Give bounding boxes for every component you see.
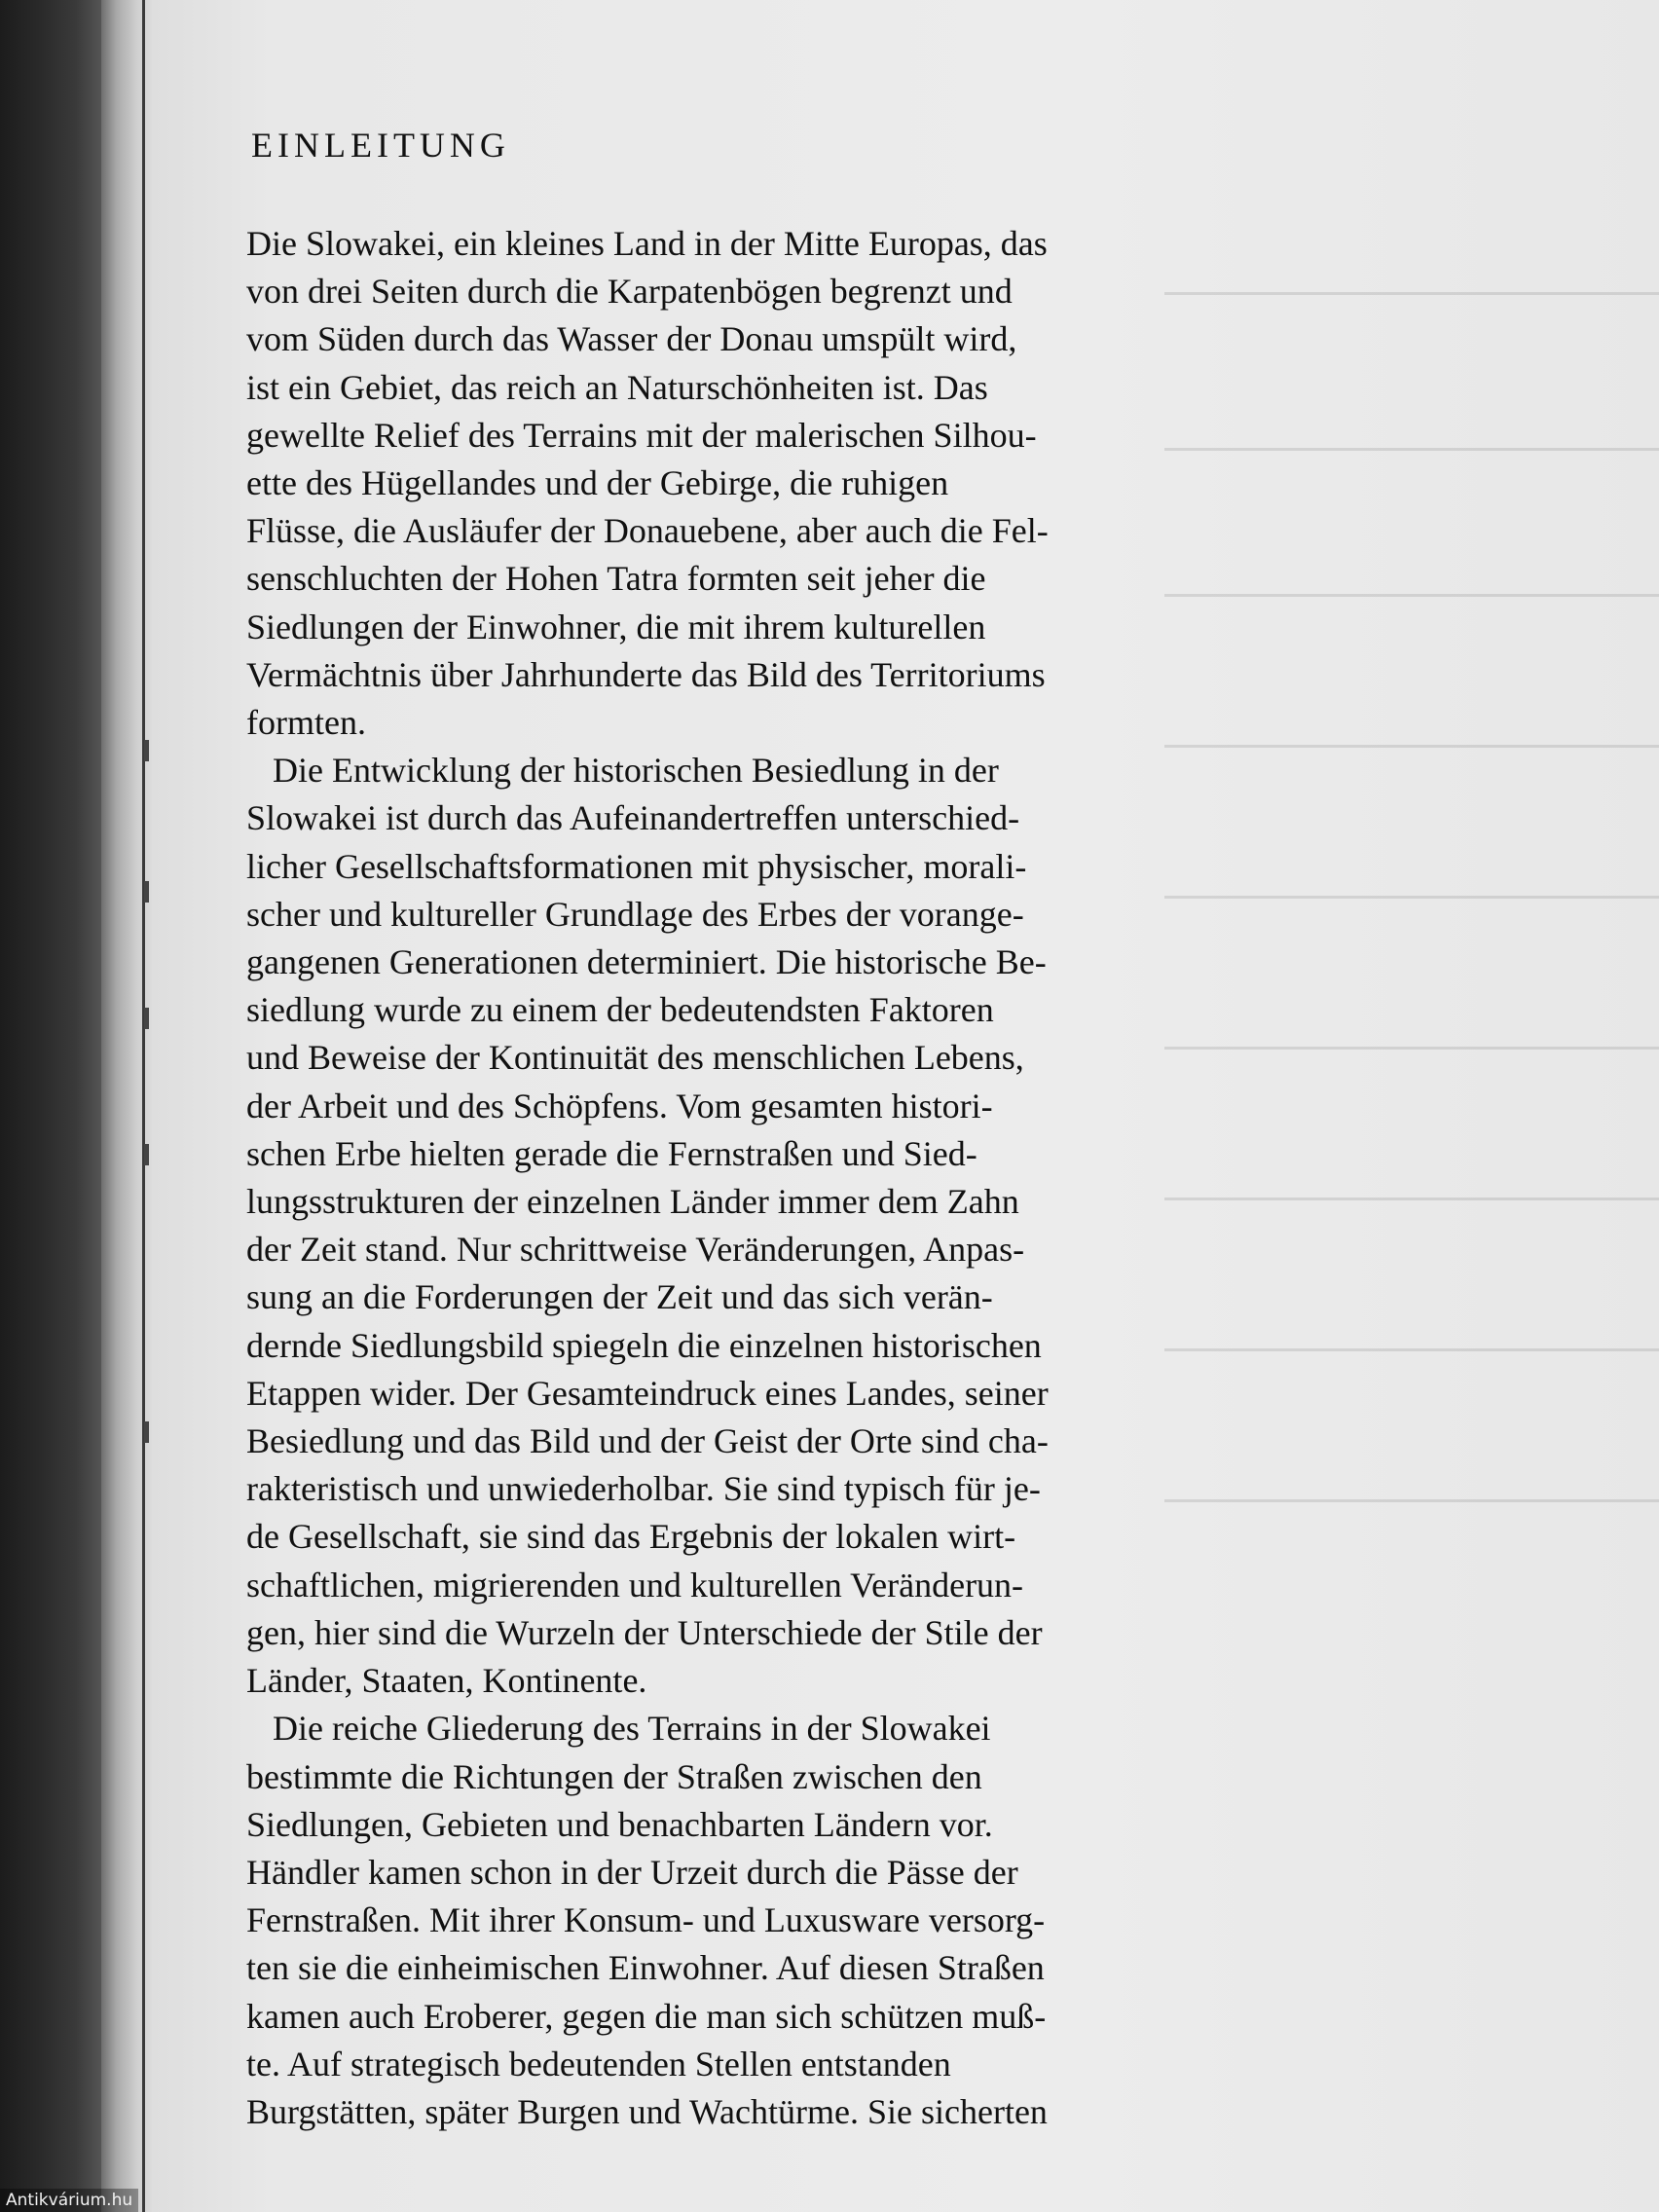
page-heading: EINLEITUNG — [251, 126, 510, 165]
text-line: sung an die Forderungen der Zeit und das sich verän- — [246, 1277, 993, 1317]
text-line: Etappen wider. Der Gesamteindruck eines Landes, seiner — [246, 1373, 1049, 1413]
text-line: gen, hier sind die Wurzeln der Unterschiede der Stile der — [246, 1612, 1043, 1652]
text-line: gewellte Relief des Terrains mit der malerischen Silhou- — [246, 415, 1037, 455]
text-line: schen Erbe hielten gerade die Fernstraßen und Sied- — [246, 1133, 977, 1173]
text-line: licher Gesellschaftsformationen mit physischer, morali- — [246, 846, 1027, 886]
edge-tick — [144, 740, 149, 761]
watermark: Antikvárium.hu — [0, 2189, 138, 2212]
edge-tick — [144, 881, 149, 903]
text-line: kamen auch Eroberer, gegen die man sich schützen muß- — [246, 1996, 1047, 2036]
paragraph-1 — [246, 220, 1132, 747]
text-line: gangenen Generationen determiniert. Die historische Be- — [246, 942, 1047, 982]
page-edge-line — [142, 0, 145, 2212]
text-line: Länder, Staaten, Kontinente. — [246, 1661, 647, 1701]
text-line: senschluchten der Hohen Tatra formten seit jeher die — [246, 559, 986, 599]
edge-tick — [144, 1421, 149, 1443]
text-line: de Gesellschaft, sie sind das Ergebnis der lokalen wirt- — [246, 1517, 1016, 1557]
text-line: bestimmte die Richtungen der Straßen zwischen den — [246, 1756, 982, 1796]
text-line: scher und kultureller Grundlage des Erbes der vorange- — [246, 894, 1024, 934]
text-line: und Beweise der Kontinuität des menschlichen Lebens, — [246, 1038, 1024, 1078]
ghost-rule — [1164, 896, 1659, 899]
text-line: Händler kamen schon in der Urzeit durch die Pässe der — [246, 1852, 1018, 1892]
text-line: Besiedlung und das Bild und der Geist der Orte sind cha- — [246, 1421, 1049, 1461]
text-line: formten. — [246, 703, 366, 743]
text-line: ette des Hügellandes und der Gebirge, die ruhigen — [246, 463, 949, 503]
text-line: Vermächtnis über Jahrhunderte das Bild des Territoriums — [246, 654, 1046, 694]
text-line: Flüsse, die Ausläufer der Donauebene, aber auch die Fel- — [246, 511, 1049, 551]
ghost-rule — [1164, 448, 1659, 451]
body-text — [246, 220, 1132, 2136]
text-line: vom Süden durch das Wasser der Donau umspült wird, — [246, 319, 1017, 359]
ghost-rule — [1164, 292, 1659, 295]
text-line: schaftlichen, migrierenden und kulturellen Veränderun- — [246, 1565, 1024, 1604]
edge-tick — [144, 1144, 149, 1165]
text-line: Slowakei ist durch das Aufeinandertreffen unterschied- — [246, 798, 1020, 838]
paragraph-2 — [246, 747, 1132, 1705]
paragraph-3 — [246, 1705, 1132, 2136]
text-line: Die Entwicklung der historischen Besiedlung in der — [246, 751, 999, 791]
text-line: ten sie die einheimischen Einwohner. Auf diesen Straßen — [246, 1948, 1045, 1988]
text-line: Burgstätten, später Burgen und Wachtürme. Sie sicherten — [246, 2091, 1048, 2131]
text-line: Die Slowakei, ein kleines Land in der Mitte Europas, das — [246, 224, 1048, 263]
text-line: Die reiche Gliederung des Terrains in der Slowakei — [246, 1709, 991, 1749]
text-line: rakteristisch und unwiederholbar. Sie sind typisch für je- — [246, 1469, 1041, 1509]
ghost-rule — [1164, 594, 1659, 597]
text-line: siedlung wurde zu einem der bedeutendsten Faktoren — [246, 990, 994, 1030]
book-binding-shadow — [0, 0, 101, 2212]
text-line: ist ein Gebiet, das reich an Naturschönheiten ist. Das — [246, 367, 988, 407]
ghost-rule — [1164, 1047, 1659, 1050]
show-through-ghost — [1125, 117, 1659, 1723]
text-line: te. Auf strategisch bedeutenden Stellen entstanden — [246, 2044, 951, 2083]
text-line: der Zeit stand. Nur schrittweise Veränderungen, Anpas- — [246, 1230, 1025, 1270]
text-line: dernde Siedlungsbild spiegeln die einzelnen historischen — [246, 1325, 1042, 1365]
text-line: Fernstraßen. Mit ihrer Konsum- und Luxusware versorg- — [246, 1900, 1046, 1940]
text-line: Siedlungen, Gebieten und benachbarten Ländern vor. — [246, 1804, 993, 1844]
text-line: lungsstrukturen der einzelnen Länder immer dem Zahn — [246, 1182, 1019, 1222]
ghost-rule — [1164, 1198, 1659, 1200]
text-line: von drei Seiten durch die Karpatenbögen begrenzt und — [246, 272, 1013, 312]
ghost-rule — [1164, 745, 1659, 748]
text-line: der Arbeit und des Schöpfens. Vom gesamten histori- — [246, 1086, 993, 1125]
edge-tick — [144, 1008, 149, 1029]
ghost-rule — [1164, 1348, 1659, 1351]
text-line: Siedlungen der Einwohner, die mit ihrem kulturellen — [246, 607, 986, 646]
ghost-rule — [1164, 1499, 1659, 1502]
